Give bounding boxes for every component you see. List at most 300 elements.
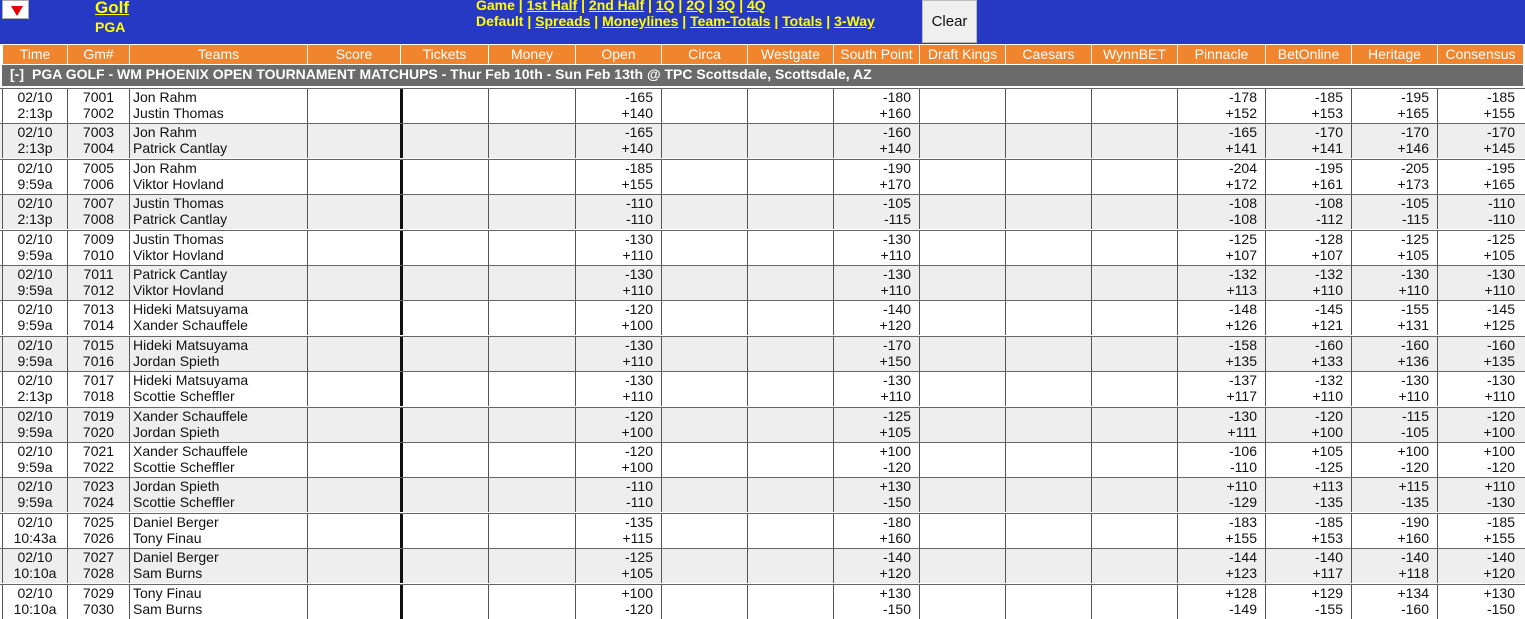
line-top: Hideki Matsuyama <box>133 372 249 388</box>
time-cell <box>2 443 67 477</box>
betonline-odds-cell[interactable] <box>1265 443 1351 477</box>
period-link-1q[interactable]: 1Q <box>655 0 675 13</box>
betonline-odds-cell[interactable] <box>1265 337 1351 371</box>
westgate-odds-cell[interactable] <box>747 549 833 583</box>
market-link-spreads[interactable]: Spreads <box>535 13 591 29</box>
line-bottom: Tony Finau <box>133 530 202 546</box>
sport-dropdown-button[interactable] <box>2 0 29 19</box>
column-header-open[interactable]: Open <box>575 45 661 64</box>
teams-cell <box>129 195 307 229</box>
south-point-odds-cell[interactable] <box>833 585 919 619</box>
line-bottom: 10:10a <box>13 601 57 617</box>
table-row[interactable] <box>0 371 1525 406</box>
period-link-2nd-half[interactable]: 2nd Half <box>588 0 645 13</box>
line-bottom: +110 <box>880 282 911 298</box>
line-top: -130 <box>882 266 911 282</box>
open-odds-cell[interactable] <box>575 195 661 229</box>
pinnacle-odds-cell[interactable] <box>1177 514 1265 548</box>
line-bottom: 7028 <box>82 565 115 581</box>
south-point-odds-cell[interactable] <box>833 266 919 300</box>
caesars-odds-cell[interactable] <box>1005 549 1091 583</box>
westgate-odds-cell[interactable] <box>747 443 833 477</box>
caesars-odds-cell[interactable] <box>1005 514 1091 548</box>
consensus-odds-cell[interactable] <box>1437 372 1523 406</box>
time-cell <box>2 124 67 158</box>
westgate-odds-cell[interactable] <box>747 124 833 158</box>
circa-odds-cell[interactable] <box>661 478 747 512</box>
draft-kings-odds-cell[interactable] <box>919 124 1005 158</box>
westgate-odds-cell[interactable] <box>747 89 833 123</box>
circa-odds-cell[interactable] <box>661 231 747 265</box>
line-top: -125 <box>882 408 911 424</box>
wynnbet-odds-cell[interactable] <box>1091 301 1177 335</box>
open-odds-cell[interactable] <box>575 337 661 371</box>
betonline-odds-cell[interactable] <box>1265 549 1351 583</box>
caesars-odds-cell[interactable] <box>1005 124 1091 158</box>
heritage-odds-cell[interactable] <box>1351 301 1437 335</box>
south-point-odds-cell[interactable] <box>833 195 919 229</box>
open-odds-cell[interactable] <box>575 514 661 548</box>
westgate-odds-cell[interactable] <box>747 160 833 194</box>
south-point-odds-cell[interactable] <box>833 514 919 548</box>
consensus-odds-cell[interactable] <box>1437 549 1523 583</box>
pinnacle-odds-cell[interactable] <box>1177 585 1265 619</box>
consensus-odds-cell[interactable] <box>1437 443 1523 477</box>
tickets-cell <box>400 443 488 477</box>
south-point-odds-cell[interactable] <box>833 549 919 583</box>
column-header-tickets[interactable]: Tickets <box>400 45 488 64</box>
period-label: Game <box>476 0 515 13</box>
line-top: 02/10 <box>17 585 53 601</box>
line-bottom: Viktor Hovland <box>133 282 224 298</box>
column-header-westgate[interactable]: Westgate <box>747 45 833 64</box>
circa-odds-cell[interactable] <box>661 549 747 583</box>
column-header-time[interactable]: Time <box>2 45 67 64</box>
betonline-odds-cell[interactable] <box>1265 301 1351 335</box>
period-link-2q[interactable]: 2Q <box>686 0 705 13</box>
line-top: -178 <box>1228 89 1257 105</box>
line-bottom: -120 <box>624 601 653 617</box>
line-bottom: +160 <box>1397 530 1429 546</box>
line-top: 02/10 <box>17 301 53 317</box>
wynnbet-odds-cell[interactable] <box>1091 195 1177 229</box>
line-top: -106 <box>1228 443 1257 459</box>
line-bottom: +107 <box>1225 247 1257 263</box>
circa-odds-cell[interactable] <box>661 372 747 406</box>
line-bottom: -115 <box>1402 211 1429 227</box>
betonline-odds-cell[interactable] <box>1265 89 1351 123</box>
consensus-odds-cell[interactable] <box>1437 160 1523 194</box>
pinnacle-odds-cell[interactable] <box>1177 443 1265 477</box>
column-header-gm-[interactable]: Gm# <box>67 45 129 64</box>
heritage-odds-cell[interactable] <box>1351 89 1437 123</box>
wynnbet-odds-cell[interactable] <box>1091 124 1177 158</box>
consensus-odds-cell[interactable] <box>1437 266 1523 300</box>
open-odds-cell[interactable] <box>575 585 661 619</box>
column-header-pinnacle[interactable]: Pinnacle <box>1177 45 1265 64</box>
betonline-odds-cell[interactable] <box>1265 372 1351 406</box>
line-top: -158 <box>1228 337 1257 353</box>
westgate-odds-cell[interactable] <box>747 301 833 335</box>
line-top: -128 <box>1314 231 1343 247</box>
heritage-odds-cell[interactable] <box>1351 443 1437 477</box>
westgate-odds-cell[interactable] <box>747 337 833 371</box>
betonline-odds-cell[interactable] <box>1265 266 1351 300</box>
line-bottom: +120 <box>879 565 911 581</box>
open-odds-cell[interactable] <box>575 372 661 406</box>
heritage-odds-cell[interactable] <box>1351 266 1437 300</box>
score-cell <box>307 337 400 371</box>
line-top: -140 <box>882 301 911 317</box>
pinnacle-odds-cell[interactable] <box>1177 301 1265 335</box>
line-top: 7013 <box>82 301 115 317</box>
open-odds-cell[interactable] <box>575 160 661 194</box>
westgate-odds-cell[interactable] <box>747 231 833 265</box>
line-bottom: +110 <box>1312 282 1343 298</box>
draft-kings-odds-cell[interactable] <box>919 478 1005 512</box>
open-odds-cell[interactable] <box>575 408 661 442</box>
circa-odds-cell[interactable] <box>661 443 747 477</box>
heritage-odds-cell[interactable] <box>1351 195 1437 229</box>
line-top: Justin Thomas <box>133 195 224 211</box>
line-top: -140 <box>882 549 911 565</box>
consensus-odds-cell[interactable] <box>1437 408 1523 442</box>
heritage-odds-cell[interactable] <box>1351 124 1437 158</box>
line-top: +128 <box>1225 585 1257 601</box>
betonline-odds-cell[interactable] <box>1265 514 1351 548</box>
section-header[interactable] <box>2 65 1523 86</box>
wynnbet-odds-cell[interactable] <box>1091 585 1177 619</box>
column-header-score[interactable]: Score <box>307 45 400 64</box>
collapse-toggle[interactable]: [-] <box>10 66 24 82</box>
betonline-odds-cell[interactable] <box>1265 408 1351 442</box>
wynnbet-odds-cell[interactable] <box>1091 160 1177 194</box>
consensus-odds-cell[interactable] <box>1437 195 1523 229</box>
wynnbet-odds-cell[interactable] <box>1091 549 1177 583</box>
draft-kings-odds-cell[interactable] <box>919 89 1005 123</box>
line-bottom: +105 <box>1397 247 1429 263</box>
wynnbet-odds-cell[interactable] <box>1091 89 1177 123</box>
open-odds-cell[interactable] <box>575 478 661 512</box>
consensus-odds-cell[interactable] <box>1437 89 1523 123</box>
time-cell <box>2 372 67 406</box>
wynnbet-odds-cell[interactable] <box>1091 231 1177 265</box>
market-link-3-way[interactable]: 3-Way <box>834 13 875 29</box>
caesars-odds-cell[interactable] <box>1005 301 1091 335</box>
line-bottom: +135 <box>1483 353 1515 369</box>
draft-kings-odds-cell[interactable] <box>919 266 1005 300</box>
draft-kings-odds-cell[interactable] <box>919 408 1005 442</box>
nav-separator: | <box>770 13 783 29</box>
pinnacle-odds-cell[interactable] <box>1177 478 1265 512</box>
line-bottom: 9:59a <box>17 494 53 510</box>
line-top: +130 <box>879 585 911 601</box>
heritage-odds-cell[interactable] <box>1351 372 1437 406</box>
open-odds-cell[interactable] <box>575 266 661 300</box>
line-bottom: +135 <box>1225 353 1257 369</box>
line-bottom: +110 <box>1398 282 1429 298</box>
line-top: -140 <box>1486 549 1515 565</box>
column-header-teams[interactable]: Teams <box>129 45 307 64</box>
pinnacle-odds-cell[interactable] <box>1177 408 1265 442</box>
table-row[interactable] <box>0 513 1525 548</box>
line-top: Daniel Berger <box>133 549 219 565</box>
game-number-cell <box>67 337 129 371</box>
line-bottom: -149 <box>1228 601 1257 617</box>
circa-odds-cell[interactable] <box>661 408 747 442</box>
line-top: -195 <box>1314 160 1343 176</box>
line-top: -108 <box>1314 195 1343 211</box>
caesars-odds-cell[interactable] <box>1005 372 1091 406</box>
line-top: 7001 <box>82 89 115 105</box>
draft-kings-odds-cell[interactable] <box>919 337 1005 371</box>
table-row[interactable] <box>0 230 1525 265</box>
open-odds-cell[interactable] <box>575 89 661 123</box>
line-top: -135 <box>624 514 653 530</box>
line-top: -165 <box>1228 124 1257 140</box>
line-top: 02/10 <box>17 89 53 105</box>
circa-odds-cell[interactable] <box>661 514 747 548</box>
south-point-odds-cell[interactable] <box>833 443 919 477</box>
line-top: -130 <box>882 372 911 388</box>
circa-odds-cell[interactable] <box>661 301 747 335</box>
line-bottom: +160 <box>879 105 911 121</box>
heritage-odds-cell[interactable] <box>1351 337 1437 371</box>
draft-kings-odds-cell[interactable] <box>919 195 1005 229</box>
betonline-odds-cell[interactable] <box>1265 231 1351 265</box>
circa-odds-cell[interactable] <box>661 585 747 619</box>
draft-kings-odds-cell[interactable] <box>919 443 1005 477</box>
period-link-4q[interactable]: 4Q <box>747 0 766 13</box>
wynnbet-odds-cell[interactable] <box>1091 514 1177 548</box>
south-point-odds-cell[interactable] <box>833 301 919 335</box>
open-odds-cell[interactable] <box>575 549 661 583</box>
pinnacle-odds-cell[interactable] <box>1177 549 1265 583</box>
draft-kings-odds-cell[interactable] <box>919 160 1005 194</box>
table-row[interactable] <box>0 477 1525 512</box>
market-nav <box>476 13 875 29</box>
south-point-odds-cell[interactable] <box>833 478 919 512</box>
table-row[interactable] <box>0 265 1525 300</box>
line-top: -137 <box>1228 372 1257 388</box>
line-top: 7023 <box>82 478 115 494</box>
pinnacle-odds-cell[interactable] <box>1177 231 1265 265</box>
south-point-odds-cell[interactable] <box>833 337 919 371</box>
column-header-caesars[interactable]: Caesars <box>1005 45 1091 64</box>
open-odds-cell[interactable] <box>575 301 661 335</box>
caesars-odds-cell[interactable] <box>1005 160 1091 194</box>
open-odds-cell[interactable] <box>575 231 661 265</box>
consensus-odds-cell[interactable] <box>1437 301 1523 335</box>
open-odds-cell[interactable] <box>575 124 661 158</box>
south-point-odds-cell[interactable] <box>833 160 919 194</box>
heritage-odds-cell[interactable] <box>1351 231 1437 265</box>
heritage-odds-cell[interactable] <box>1351 585 1437 619</box>
pinnacle-odds-cell[interactable] <box>1177 160 1265 194</box>
score-cell <box>307 549 400 583</box>
caesars-odds-cell[interactable] <box>1005 89 1091 123</box>
line-top: -120 <box>1486 408 1515 424</box>
caesars-odds-cell[interactable] <box>1005 266 1091 300</box>
column-header-draft-kings[interactable]: Draft Kings <box>919 45 1005 64</box>
pinnacle-odds-cell[interactable] <box>1177 372 1265 406</box>
westgate-odds-cell[interactable] <box>747 478 833 512</box>
game-number-cell <box>67 195 129 229</box>
circa-odds-cell[interactable] <box>661 160 747 194</box>
betonline-odds-cell[interactable] <box>1265 585 1351 619</box>
time-cell <box>2 549 67 583</box>
south-point-odds-cell[interactable] <box>833 408 919 442</box>
column-header-wynnbet[interactable]: WynnBET <box>1091 45 1177 64</box>
heritage-odds-cell[interactable] <box>1351 514 1437 548</box>
pinnacle-odds-cell[interactable] <box>1177 195 1265 229</box>
westgate-odds-cell[interactable] <box>747 266 833 300</box>
draft-kings-odds-cell[interactable] <box>919 231 1005 265</box>
draft-kings-odds-cell[interactable] <box>919 372 1005 406</box>
heritage-odds-cell[interactable] <box>1351 160 1437 194</box>
westgate-odds-cell[interactable] <box>747 514 833 548</box>
draft-kings-odds-cell[interactable] <box>919 549 1005 583</box>
tickets-cell <box>400 301 488 335</box>
line-top: -160 <box>1400 337 1429 353</box>
caesars-odds-cell[interactable] <box>1005 408 1091 442</box>
table-row[interactable] <box>0 407 1525 442</box>
draft-kings-odds-cell[interactable] <box>919 301 1005 335</box>
pinnacle-odds-cell[interactable] <box>1177 89 1265 123</box>
line-top: -120 <box>1314 408 1343 424</box>
line-bottom: 7006 <box>82 176 115 192</box>
line-bottom: +100 <box>1483 424 1515 440</box>
south-point-odds-cell[interactable] <box>833 372 919 406</box>
circa-odds-cell[interactable] <box>661 124 747 158</box>
line-bottom: Jordan Spieth <box>133 424 220 440</box>
caesars-odds-cell[interactable] <box>1005 195 1091 229</box>
consensus-odds-cell[interactable] <box>1437 124 1523 158</box>
betonline-odds-cell[interactable] <box>1265 160 1351 194</box>
line-top: -130 <box>1228 408 1257 424</box>
wynnbet-odds-cell[interactable] <box>1091 266 1177 300</box>
line-top: 02/10 <box>17 195 53 211</box>
draft-kings-odds-cell[interactable] <box>919 585 1005 619</box>
market-link-moneylines[interactable]: Moneylines <box>602 13 679 29</box>
consensus-odds-cell[interactable] <box>1437 585 1523 619</box>
table-row[interactable] <box>0 442 1525 477</box>
line-top: 7029 <box>82 585 115 601</box>
pinnacle-odds-cell[interactable] <box>1177 266 1265 300</box>
sport-title-link[interactable]: Golf <box>95 0 129 17</box>
pinnacle-odds-cell[interactable] <box>1177 124 1265 158</box>
table-row[interactable] <box>0 123 1525 158</box>
westgate-odds-cell[interactable] <box>747 195 833 229</box>
consensus-odds-cell[interactable] <box>1437 478 1523 512</box>
wynnbet-odds-cell[interactable] <box>1091 443 1177 477</box>
period-link-1st-half[interactable]: 1st Half <box>526 0 578 13</box>
heritage-odds-cell[interactable] <box>1351 549 1437 583</box>
line-bottom: +165 <box>1483 176 1515 192</box>
market-link-team-totals[interactable]: Team-Totals <box>690 13 771 29</box>
column-header-circa[interactable]: Circa <box>661 45 747 64</box>
line-bottom: +100 <box>621 459 653 475</box>
clear-button[interactable]: Clear <box>922 0 977 43</box>
south-point-odds-cell[interactable] <box>833 124 919 158</box>
table-row[interactable] <box>0 159 1525 194</box>
westgate-odds-cell[interactable] <box>747 372 833 406</box>
table-row[interactable] <box>0 336 1525 371</box>
caesars-odds-cell[interactable] <box>1005 443 1091 477</box>
market-link-totals[interactable]: Totals <box>782 13 823 29</box>
wynnbet-odds-cell[interactable] <box>1091 478 1177 512</box>
betonline-odds-cell[interactable] <box>1265 478 1351 512</box>
pinnacle-odds-cell[interactable] <box>1177 337 1265 371</box>
circa-odds-cell[interactable] <box>661 266 747 300</box>
consensus-odds-cell[interactable] <box>1437 337 1523 371</box>
table-row[interactable] <box>0 88 1525 123</box>
line-bottom: -125 <box>1314 459 1343 475</box>
column-header-heritage[interactable]: Heritage <box>1351 45 1437 64</box>
line-bottom: +145 <box>1483 140 1515 156</box>
wynnbet-odds-cell[interactable] <box>1091 408 1177 442</box>
westgate-odds-cell[interactable] <box>747 408 833 442</box>
money-cell <box>488 478 575 512</box>
caesars-odds-cell[interactable] <box>1005 478 1091 512</box>
line-top: -120 <box>624 301 653 317</box>
consensus-odds-cell[interactable] <box>1437 514 1523 548</box>
column-header-consensus[interactable]: Consensus <box>1437 45 1523 64</box>
line-bottom: Scottie Scheffler <box>133 388 235 404</box>
table-row[interactable] <box>0 548 1525 583</box>
line-bottom: -130 <box>1486 494 1515 510</box>
circa-odds-cell[interactable] <box>661 195 747 229</box>
caesars-odds-cell[interactable] <box>1005 337 1091 371</box>
heritage-odds-cell[interactable] <box>1351 408 1437 442</box>
open-odds-cell[interactable] <box>575 443 661 477</box>
consensus-odds-cell[interactable] <box>1437 231 1523 265</box>
south-point-odds-cell[interactable] <box>833 231 919 265</box>
betonline-odds-cell[interactable] <box>1265 124 1351 158</box>
heritage-odds-cell[interactable] <box>1351 478 1437 512</box>
column-header-south-point[interactable]: South Point <box>833 45 919 64</box>
nav-separator: | <box>590 13 603 29</box>
wynnbet-odds-cell[interactable] <box>1091 337 1177 371</box>
line-bottom: Viktor Hovland <box>133 247 224 263</box>
line-top: -195 <box>1400 89 1429 105</box>
line-bottom: Sam Burns <box>133 565 203 581</box>
circa-odds-cell[interactable] <box>661 337 747 371</box>
line-top: -120 <box>624 408 653 424</box>
line-top: -185 <box>624 160 653 176</box>
line-bottom: +165 <box>1397 105 1429 121</box>
draft-kings-odds-cell[interactable] <box>919 514 1005 548</box>
column-header-money[interactable]: Money <box>488 45 575 64</box>
column-header-betonline[interactable]: BetOnline <box>1265 45 1351 64</box>
westgate-odds-cell[interactable] <box>747 585 833 619</box>
line-bottom: 7026 <box>82 530 115 546</box>
betonline-odds-cell[interactable] <box>1265 195 1351 229</box>
line-top: -160 <box>882 124 911 140</box>
caesars-odds-cell[interactable] <box>1005 585 1091 619</box>
table-row[interactable] <box>0 584 1525 619</box>
caesars-odds-cell[interactable] <box>1005 231 1091 265</box>
line-bottom: +155 <box>621 176 653 192</box>
table-row[interactable] <box>0 300 1525 335</box>
wynnbet-odds-cell[interactable] <box>1091 372 1177 406</box>
line-bottom: +105 <box>621 565 653 581</box>
period-link-3q[interactable]: 3Q <box>716 0 736 13</box>
table-row[interactable] <box>0 194 1525 229</box>
circa-odds-cell[interactable] <box>661 89 747 123</box>
south-point-odds-cell[interactable] <box>833 89 919 123</box>
line-bottom: 9:59a <box>17 353 53 369</box>
